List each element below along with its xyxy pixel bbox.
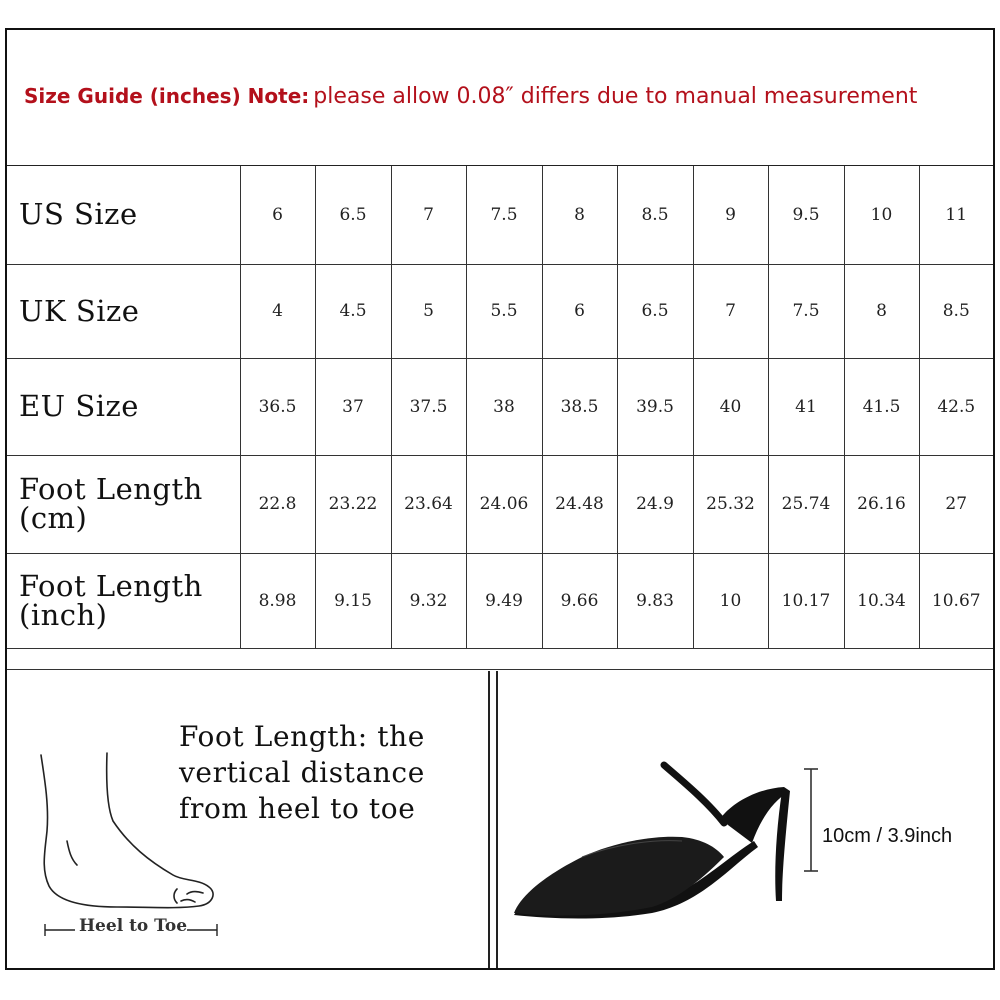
size-cell: 6 <box>542 264 617 358</box>
size-cell: 9.49 <box>466 553 542 648</box>
table-row <box>7 553 993 648</box>
heel-to-toe-label: Heel to Toe <box>79 916 188 936</box>
size-cell: 4.5 <box>315 264 391 358</box>
size-cell: 7.5 <box>768 264 844 358</box>
size-cell: 40 <box>693 358 768 455</box>
shoe-icon <box>502 761 822 941</box>
size-cell: 6.5 <box>617 264 693 358</box>
definition-line-3: from heel to toe <box>179 792 416 825</box>
size-cell: 26.16 <box>844 455 919 553</box>
table-row <box>7 264 993 358</box>
size-cell: 38.5 <box>542 358 617 455</box>
size-cell: 24.48 <box>542 455 617 553</box>
size-cell: 39.5 <box>617 358 693 455</box>
size-cell: 9.83 <box>617 553 693 648</box>
size-cell: 8.5 <box>617 166 693 264</box>
size-cell: 6.5 <box>315 166 391 264</box>
size-cell: 9.32 <box>391 553 466 648</box>
size-cell: 23.64 <box>391 455 466 553</box>
size-cell: 10 <box>844 166 919 264</box>
size-cell: 10.67 <box>919 553 993 648</box>
size-cell: 23.22 <box>315 455 391 553</box>
size-cell: 8.5 <box>919 264 993 358</box>
size-cell: 37.5 <box>391 358 466 455</box>
table-footer-band <box>7 650 993 670</box>
table-row <box>7 358 993 455</box>
size-guide-header <box>7 30 993 166</box>
size-guide-frame <box>5 28 995 970</box>
size-cell: 7 <box>391 166 466 264</box>
size-cell: 8 <box>844 264 919 358</box>
header-note <box>24 84 917 109</box>
size-cell: 9.5 <box>768 166 844 264</box>
size-cell: 8 <box>542 166 617 264</box>
size-cell: 42.5 <box>919 358 993 455</box>
size-cell: 37 <box>315 358 391 455</box>
heel-height-label: 10cm / 3.9inch <box>822 825 953 847</box>
foot-icon <box>27 741 227 941</box>
size-cell: 5.5 <box>466 264 542 358</box>
definition-line-1: Foot Length: the <box>179 720 425 753</box>
size-cell: 9 <box>693 166 768 264</box>
size-cell: 5 <box>391 264 466 358</box>
row-label: US Size <box>7 166 240 264</box>
size-cell: 36.5 <box>240 358 315 455</box>
size-cell: 38 <box>466 358 542 455</box>
bottom-panel <box>7 671 993 968</box>
row-label: EU Size <box>7 358 240 455</box>
size-cell: 22.8 <box>240 455 315 553</box>
size-cell: 8.98 <box>240 553 315 648</box>
size-cell: 4 <box>240 264 315 358</box>
size-cell: 10.34 <box>844 553 919 648</box>
size-cell: 41.5 <box>844 358 919 455</box>
row-label: Foot Length (inch) <box>7 553 240 648</box>
size-cell: 24.06 <box>466 455 542 553</box>
row-label: UK Size <box>7 264 240 358</box>
size-chart-table <box>7 166 993 649</box>
header-note-text: please allow 0.08″ differs due to manual measurement <box>313 84 918 109</box>
size-cell: 10.17 <box>768 553 844 648</box>
table-row <box>7 166 993 264</box>
header-note-label: Size Guide (inches) Note: <box>24 84 310 108</box>
size-cell: 9.15 <box>315 553 391 648</box>
size-cell: 6 <box>240 166 315 264</box>
row-label: Foot Length (cm) <box>7 455 240 553</box>
size-cell: 7.5 <box>466 166 542 264</box>
panel-divider <box>488 671 498 968</box>
size-cell: 25.74 <box>768 455 844 553</box>
size-cell: 9.66 <box>542 553 617 648</box>
table-row <box>7 455 993 553</box>
size-cell: 25.32 <box>693 455 768 553</box>
definition-line-2: vertical distance <box>179 756 425 789</box>
size-cell: 27 <box>919 455 993 553</box>
size-cell: 11 <box>919 166 993 264</box>
size-cell: 7 <box>693 264 768 358</box>
size-cell: 41 <box>768 358 844 455</box>
size-cell: 10 <box>693 553 768 648</box>
size-cell: 24.9 <box>617 455 693 553</box>
